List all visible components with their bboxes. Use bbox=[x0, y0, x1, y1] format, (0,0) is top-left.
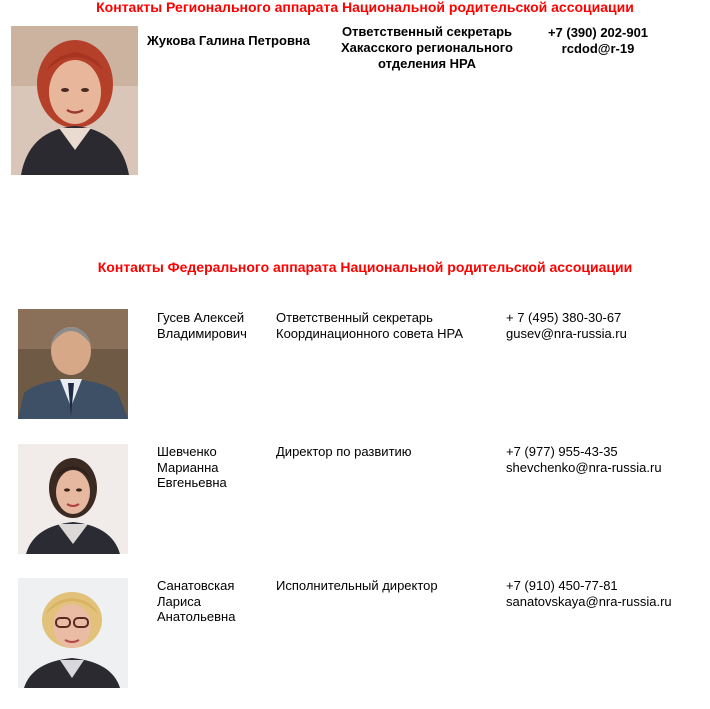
federal-person-role bbox=[276, 578, 496, 594]
regional-person-contacts bbox=[533, 25, 663, 57]
federal-person-phone: +7 (977) 955-43-35 bbox=[506, 444, 618, 459]
federal-person-contacts bbox=[506, 578, 706, 609]
regional-person-photo bbox=[11, 26, 138, 175]
name-line: Лариса bbox=[157, 593, 201, 609]
federal-person-contacts bbox=[506, 310, 706, 341]
regional-person-phone: +7 (390) 202-901 bbox=[547, 25, 649, 40]
regional-heading: Контакты Регионального аппарата Национальной родительской ассоциации bbox=[96, 0, 634, 15]
federal-person-name bbox=[157, 578, 267, 625]
role-line: Директор по развитию bbox=[276, 444, 412, 459]
regional-person-role: Ответственный секретарь Хакасского регионального отделения НРА bbox=[341, 24, 513, 71]
federal-person-phone: + 7 (495) 380-30-67 bbox=[506, 310, 622, 325]
name-line: Анатольевна bbox=[157, 609, 236, 624]
federal-heading: Контакты Федерального аппарата Национальной родительской ассоциации bbox=[97, 259, 633, 275]
name-line: Санатовская bbox=[157, 578, 235, 593]
federal-person-name bbox=[157, 310, 267, 341]
name-line: Марианна bbox=[157, 459, 219, 475]
name-line: Владимирович bbox=[157, 325, 247, 341]
federal-person-email-link[interactable]: gusev@nra-russia.ru bbox=[506, 325, 627, 341]
federal-person-email-link[interactable]: shevchenko@nra-russia.ru bbox=[506, 459, 662, 475]
regional-person-name: Жукова Галина Петровна bbox=[147, 33, 311, 48]
federal-person-row bbox=[0, 444, 710, 554]
federal-person-row bbox=[0, 310, 710, 420]
role-line: Ответственный секретарь bbox=[276, 310, 433, 325]
federal-person-role bbox=[276, 444, 496, 460]
federal-person-name bbox=[157, 444, 267, 491]
federal-person-email-link[interactable]: sanatovskaya@nra-russia.ru bbox=[506, 593, 672, 609]
federal-person-row bbox=[0, 578, 710, 688]
name-line: Шевченко bbox=[157, 444, 217, 459]
role-line: Координационного совета НРА bbox=[276, 325, 463, 341]
federal-person-contacts bbox=[506, 444, 706, 475]
name-line: Гусев Алексей bbox=[157, 310, 245, 325]
regional-person-email-link[interactable]: rcdod@r-19 bbox=[561, 41, 635, 56]
federal-person-role bbox=[276, 310, 496, 341]
role-line: Исполнительный директор bbox=[276, 578, 438, 593]
name-line: Евгеньевна bbox=[157, 475, 227, 490]
federal-person-phone: +7 (910) 450-77-81 bbox=[506, 578, 618, 593]
